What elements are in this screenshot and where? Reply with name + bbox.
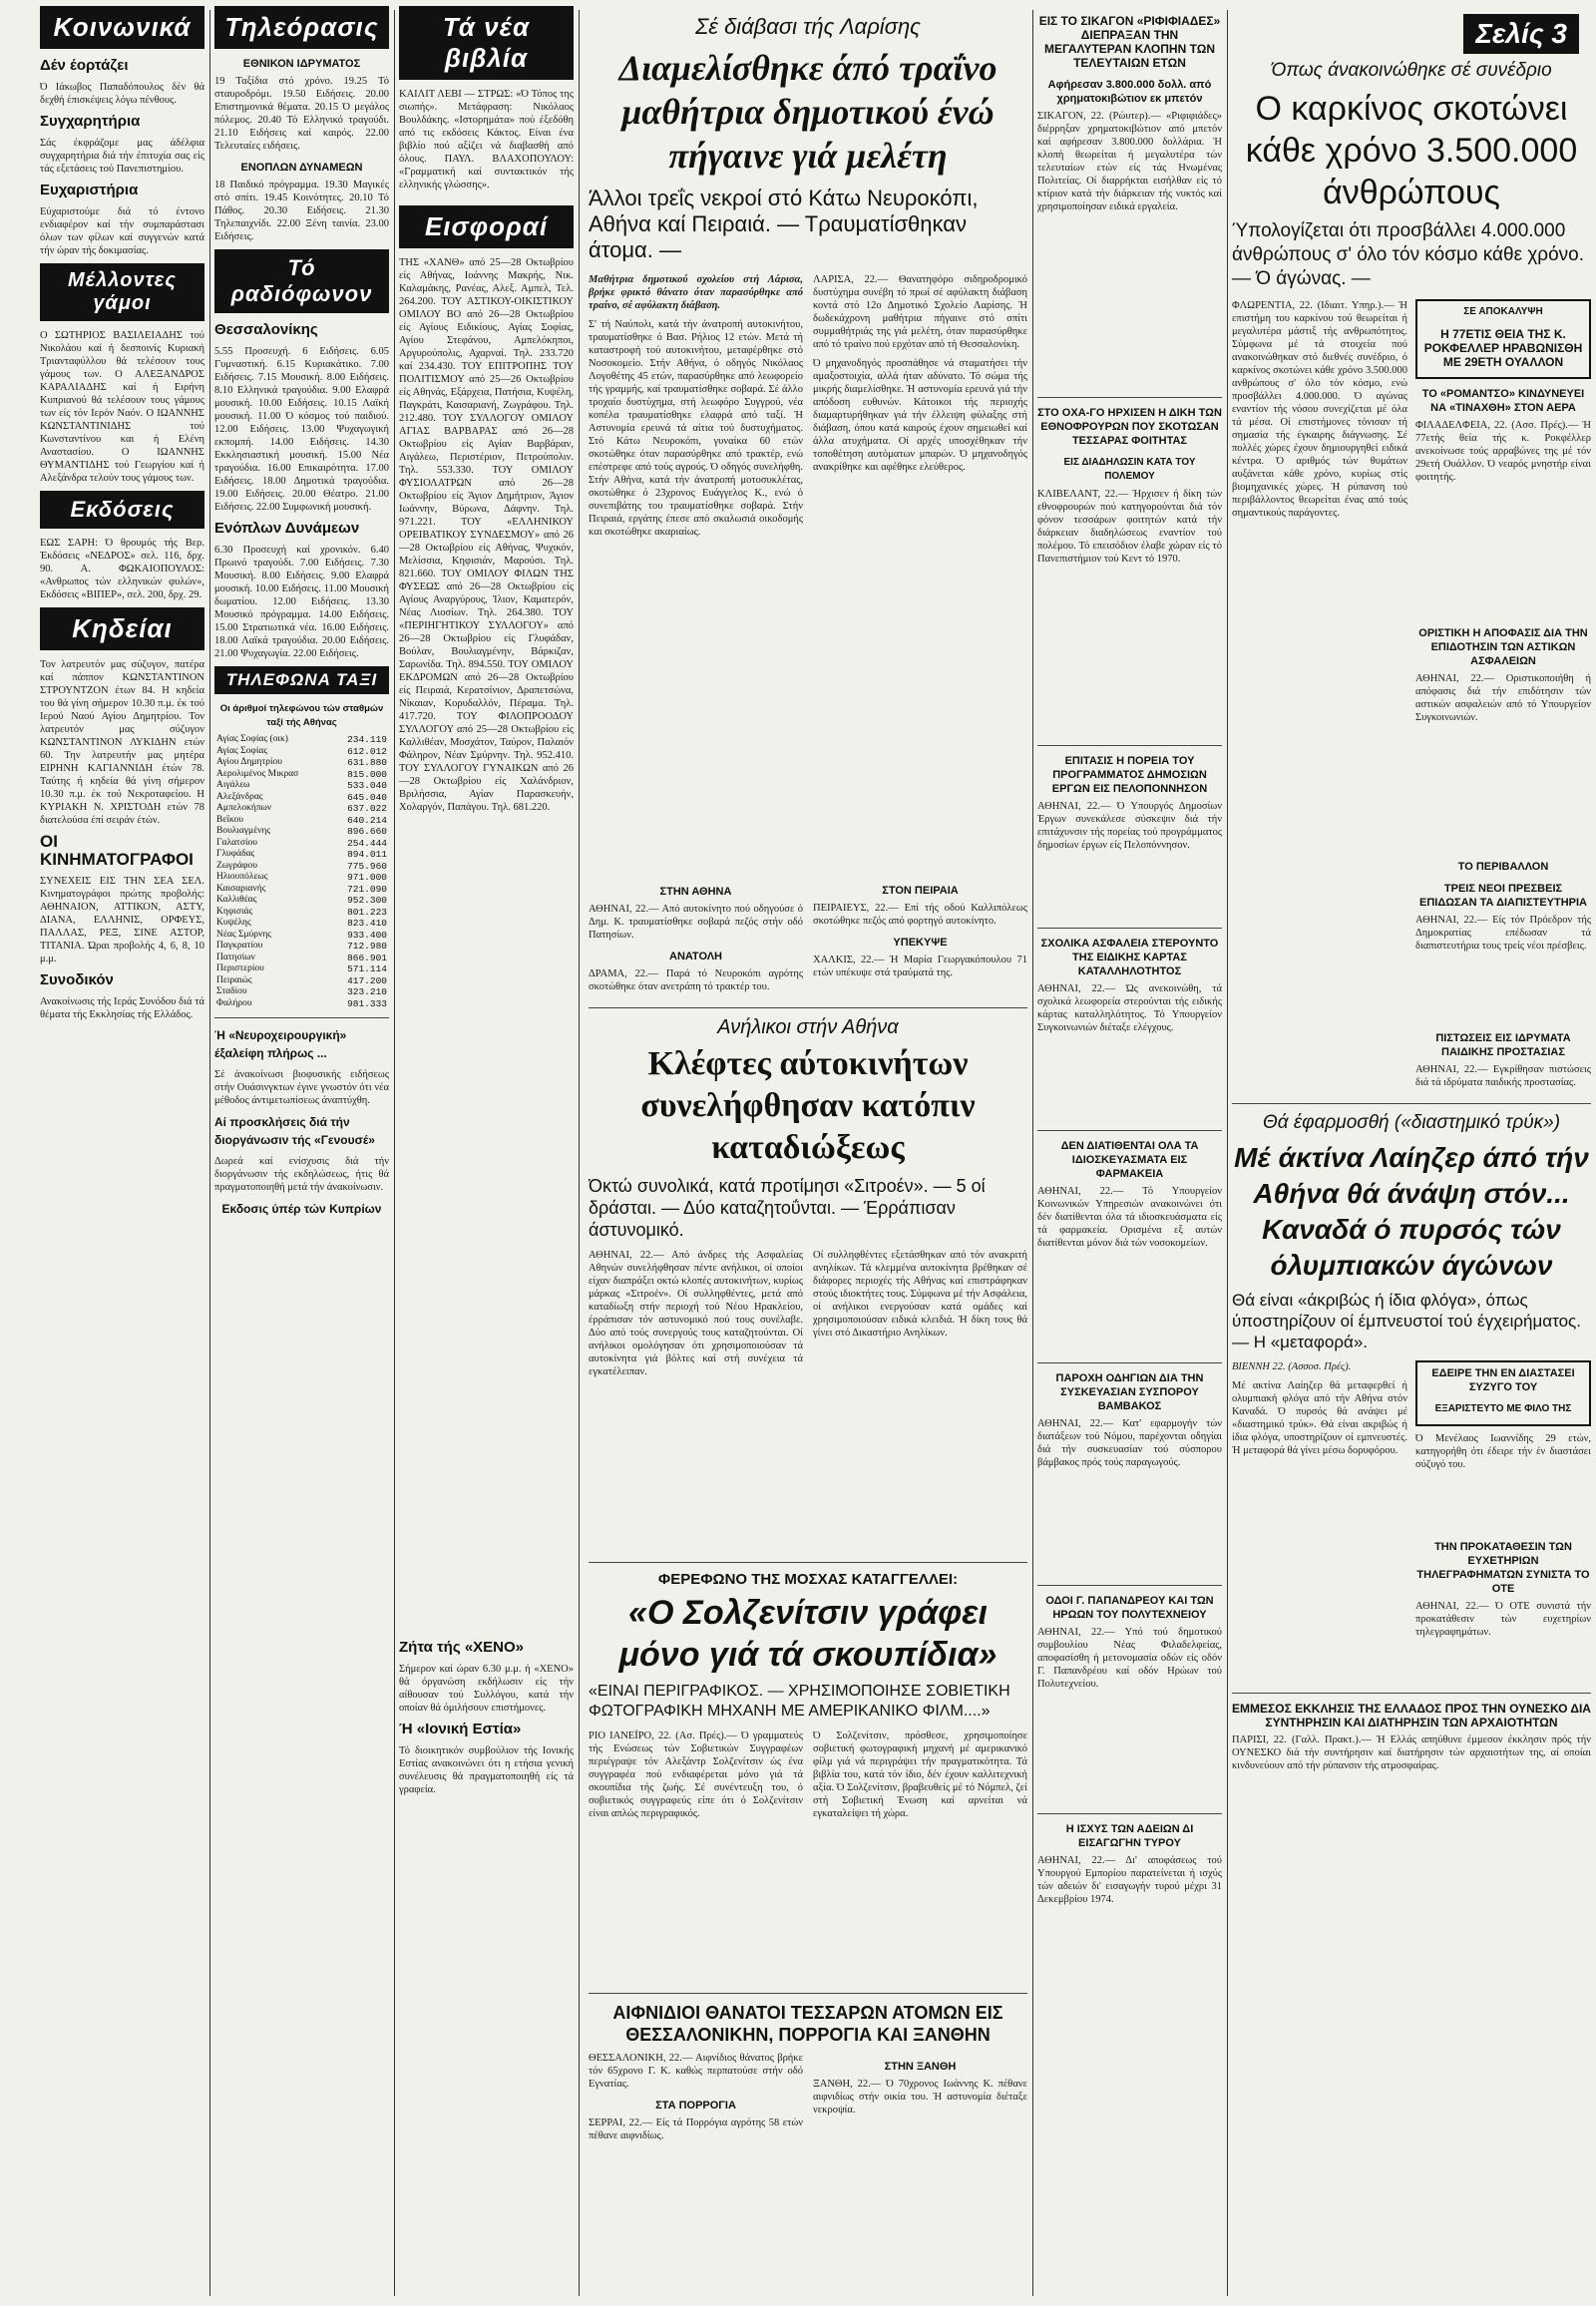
body-text: ΑΘΗΝΑΙ, 22.— Υπό τού δημοτικού συμβουλίου Νέας Φιλαδελφείας, αποφασίσθη ή μετονομασία οδών είς οδόν Γ. Παπανδρέου καί οδόν Ηρώων τού Πολυτεχνείου. — [1037, 1627, 1222, 1690]
divider — [1037, 1585, 1222, 1586]
section-head-social: Κοινωνικά — [40, 6, 204, 49]
body-text: Ό Σολζενίτσιν, πρόσθεσε, χρησιμοποίησε σοβιετική φωτογραφική μηχανή μέ αμερικανικό φίλμ γιά νά περιγράψει τήν πραγματικότητα. Τά βιβλία του, κατά τόν ίδιο, δέν έχουν καλλιτεχνική αξία. Ό Σολζενίτσιν, βραβευθείς μέ τό Νόμπελ, ζεί στή Σοβιετική Ένωση καί αρνείται νά εγκαταλείψει τή χώρα. — [813, 1730, 1027, 1819]
phone-number: 645.040 — [347, 791, 387, 803]
body-text: ΑΘΗΝΑΙ, 22.— Είς τόν Πρόεδρον τής Δημοκρατίας επέδωσαν τά διαπιστευτήρια τους τρείς νέοι πρέσβεις. — [1415, 915, 1591, 952]
body-text: 19 Ταξίδια στό χρόνο. 19.25 Τό σταυροδρόμι. 19.50 Ειδήσεις. 20.00 Επιστημονικά θέματα. 20.15 Ό μεγάλος πόλεμος. 20.40 Τό Ελληνικό τραγούδι. 21.10 Ειδήσεις καί καιρός. 22.00 Τελευταίες ειδήσεις. — [214, 76, 389, 152]
divider — [1037, 1813, 1222, 1814]
phone-area: Καλλιθέας — [216, 895, 257, 905]
body-text: Ό Ιάκωβος Παπαδόπουλος δέν θά δεχθή έπισκέψεις λόγω πένθους. — [40, 82, 204, 106]
body-text: Τον λατρευτόν μας σύζυγον, πατέρα καί πάππον ΚΩΝΣΤΑΝΤΙΝΟΝ ΣΤΡΟΥΝΤΖΟΝ έτων 84. Η κηδεία του θά γίνη σήμερον 10.30 π.μ. έκ τού Ιερού Ναού Αγίου Δημητρίου. Τον λατρευτόν μας σύζυγον ΚΩΝΣΤΑΝΤΙΝΟΝ ΛΥΚΙΔΗΝ ετών 60. Την λατρευτήν μας μητέρα ΕΙΡΗΝΗ ΚΑΓΙΑΝΝΙΔΗ έτών 78. Ταύτης ή κηδεία θά γίνη σήμερον 10.30 π.μ. έκ τού Νεκροταφείου. Η ΚΥΡΙΑΚΗ Ν. ΧΡΙΣΤΟΔΗ ετών 78 διατελούσα έπί σειράν έτών. — [40, 659, 204, 826]
phone-row — [214, 872, 389, 884]
dateline-vienna: ΒΙΕΝΝΗ 22. (Ασσοσ. Πρές). — [1232, 1361, 1352, 1372]
phone-area: Περιστερίου — [216, 963, 264, 973]
dateline-larisa: ΛΑΡΙΣΑ, 22.— — [813, 274, 889, 285]
phone-number: 896.660 — [347, 826, 387, 837]
phone-number: 971.000 — [347, 872, 387, 883]
box6-sub: ΕΞΑΡΙΣΤΕΥΤΟ ΜΕ ΦΙΛΟ ΤΗΣ — [1434, 1403, 1572, 1414]
column-rule — [1032, 10, 1033, 2296]
phone-area: Νέας Σμύρνης — [216, 929, 272, 940]
phone-row — [214, 769, 389, 781]
phone-number: 823.410 — [347, 918, 387, 929]
body-text: ΞΑΝΘΗ, 22.— Ό 70χρονος Ιωάννης Κ. πέθανε αιφνιδίως στήν οικία του. Ή αστυνομία διέταξε νεκροψία. — [813, 2079, 1027, 2115]
phone-area: Κηφισιάς — [216, 906, 253, 917]
body-text: Σ' τή Ναύπολι, κατά τήν άνατροπή αυτοκινήτου, τραυματίσθηκε ό Βασ. Ρήλιος 12 ετών. Μετά τή καταστροφή τού αυτοκινήτου, μεταφέρθηκε στό Νοσοκομείο. Στήν Αθήνα, ό οδηγός Νικόλαος Λογοθέτης 45 ετών, παρασύρθηκε από λεωφορείο τής γραμμής, καί τραυματίσθηκε σοβαρά. Σέ άλλο τροχαίο δυστύχημα, στή λεωφόρο Συγγρού, νέα κοπέλα τραυματίσθηκε ελαφρά από ταξί. Ή Αστυνομία ερευνά τά αίτια τού δυστυχήματος. Στό Κάτω Νευροκόπι, γυναίκα 60 ετών σκοτώθηκε όταν παρασύρθηκε από τρακτέρ, ενώ επέστρεφε από τούς αγρούς. Ό οδηγός συνελήφθη. Στήν Αθήνα, κατά τήν άνατροπή μοτοσυκλέτας, σκοτώθηκε ό 23χρονος Ευάγγελος Κ., ενώ ό συνεπιβάτης του τραυματίσθηκε σοβαρά. Στήν Πειραιά, εργάτης έπεσε από σκαλωσιά οικοδομής και σκοτώθηκε ακαριαίως. — [589, 319, 803, 538]
box4-head: ΤΡΕΙΣ ΝΕΟΙ ΠΡΕΣΒΕΙΣ ΕΠΙΔΩΣΑΝ ΤΑ ΔΙΑΠΙΣΤΕΥΤΗΡΙΑ — [1418, 883, 1587, 909]
phone-row — [214, 998, 389, 1010]
phone-number: 234.119 — [347, 734, 387, 745]
phone-row — [214, 803, 389, 815]
body-text: Ό μηχανοδηγός προσπάθησε νά σταματήσει τήν αμαξοστοιχία, αλλά ήταν αδύνατο. Τό σώμα τής μικρής διαμελίσθηκε. Ή αστυνομία ερευνά γιά τήν απόδοση ευθυνών. Κάτοικοι τής περιοχής διαμαρτυρήθηκαν γιά τήν έλλειψη φύλαξης στή διάβαση, όπου κατά καιρούς έχουν σημειωθεί καί άλλα ατυχήματα. Οί αρχές υποσχέθηκαν τήν τοποθέτηση αυτόματων μπαρών. Ό μηχανοδηγός ανακρίθηκε και αφέθηκε ελεύθερος. — [813, 358, 1027, 473]
phone-area: Γαλατσίου — [216, 837, 258, 848]
divider — [589, 1007, 1027, 1008]
section-head-new-books: Τά νέα βιβλία — [399, 6, 574, 80]
body-text: ΛΑΡΙΣΑ, 22.— Θανατηφόρο σιδηροδρομικό δυστύχημα συνέβη τό πρωί σέ αφύλακτη διάβαση κοντά στό 12ο Δημοτικό Σχολείο Λαρίσης. Ή δωδεκάχρονη μαθήτρια πήγαινε στό σπίτι συμμαθήτριάς της γιά μελέτη, όταν παρασύρθηκε από τό τραίνο πού ερχόταν από τή Θεσσαλονίκη. — [813, 274, 1027, 350]
subhead-car-thieves: Όκτώ συνολικά, κατά προτίμησι «Σιτροέν». — 5 οί δράσται. — Δύο καταζητοΰνται. — Έρράπισαν άστυνομικό. — [589, 1176, 986, 1240]
phone-number: 712.980 — [347, 941, 387, 952]
subhead-enoplon: ΕΝΟΠΛΩΝ ΔΥΝΑΜΕΩΝ — [240, 162, 363, 174]
phone-row — [214, 975, 389, 987]
section-ypekypse: ΥΠΕΚΥΨΕ — [893, 937, 948, 949]
article-sudden-deaths — [589, 2052, 1027, 2148]
subhead-prosklisi: Αί προσκλήσεις διά τήν διοργάνωσιν τής «Γενουσέ» — [214, 1115, 375, 1147]
phone-number: 801.223 — [347, 906, 387, 918]
phone-number: 721.090 — [347, 883, 387, 895]
body-text: Ό Μενέλαος Ιωαννίδης 29 ετών, κατηγορήθη ότι έδειρε τήν έν διαστάσει σύζυγό του. — [1415, 1433, 1591, 1470]
body-text: ΑΘΗΝΑΙ, 22.— Ώς ανεκοινώθη, τά σχολικά λεωφορεία στερούνται τής ειδικής κάρτας καταλληλότητος. Τό Υπουργείον Συγκοινωνιών διέταξε ελέγχους. — [1037, 983, 1222, 1033]
body-text: ΑΘΗΝΑΙ, 22.— Από άνδρες τής Ασφαλείας Αθηνών συνελήφθησαν πέντε ανήλικοι, οί οποίοι είχαν διαπράξει οκτώ κλοπές αυτοκινήτων, κυρίως μάρκας «Σιτροέν». Οί συλληφθέντες, μετά από καταδίωξη στήν περιοχή τού Νέου Ηρακλείου, έρράπισαν τόν αστυνομικό πού τους συνέλαβε. Δύο από τούς συνεργούς τους καταζητούνται. Οί ανήλικοι ομολόγησαν ότι χρησιμοποιούσαν τά αυτοκίνητα γιά βόλτες καί στή συνέχεια τά εγκατέλειπαν. — [589, 1250, 803, 1377]
phone-number: 323.210 — [347, 986, 387, 997]
column-social — [40, 0, 204, 2306]
box2-head: ΤΟ «ΡΟΜΑΝΤΣΟ» ΚΙΝΔΥΝΕΥΕΙ ΝΑ «ΤΙΝΑΧΘΗ» ΣΤΟΝ ΑΕΡΑ — [1421, 388, 1585, 414]
body-text: ΚΛΙΒΕΛΑΝΤ, 22.— Ήρχισεν ή δίκη τών εθνοφρουρών πού κατηγορούνται διά τόν φόνον τεσσάρων φοιτητών κατά τήν διάρκειαν διαδηλώσεως εναντίον τού πολέμου. Τό επεισόδιον έλαβε χώραν είς τό Πανεπιστήμιον τού Κεντ τό 1970. — [1037, 489, 1222, 565]
phone-area: Πειραιώς — [216, 974, 252, 985]
box5-head: ΠΙΣΤΩΣΕΙΣ ΕΙΣ ΙΔΡΥΜΑΤΑ ΠΑΙΔΙΚΗΣ ΠΡΟΣΤΑΣΙΑΣ — [1435, 1032, 1571, 1058]
section-head-publications: Εκδόσεις — [40, 491, 204, 529]
phone-number: 631.880 — [347, 757, 387, 768]
phone-area: Σταδίου — [216, 986, 247, 996]
article-cancer — [1232, 299, 1591, 1095]
subhead-cancer: Ύπολογίζεται ότι προσβάλλει 4.000.000 άνθρώπους σ' όλο τόν κόσμο κάθε χρόνο. — Ό άγώνας. — — [1232, 220, 1585, 289]
box-spouse — [1415, 1360, 1591, 1426]
phone-number: 637.022 — [347, 803, 387, 814]
body-text: Εύχαριστούμε διά τό έντονο ενδιαφέρον καί τήν συμπαράστασι όλων των φίλων καί συγγενών κατά τήν ώραν τής δοκιμασίας. — [40, 206, 204, 256]
phone-area: Πατησίων — [216, 952, 255, 962]
phone-number: 981.333 — [347, 997, 387, 1009]
box3-head: ΟΡΙΣΤΙΚΗ Η ΑΠΟΦΑΣΙΣ ΔΙΑ ΤΗΝ ΕΠΙΔΟΤΗΣΙΝ ΤΩΝ ΑΣΤΙΚΩΝ ΑΣΦΑΛΕΙΩΝ — [1418, 627, 1588, 667]
article-solzhenitsyn — [589, 1730, 1027, 1985]
phone-row — [214, 884, 389, 896]
section-head-contributions: Εισφοραί — [399, 205, 574, 248]
body-text: Σάς έκφράζομε μας άδέλφια συγχαρητήρια διά τήν έπιτυχία σας είς τάς εξετάσεις τού Πανεπιστημίου. — [40, 138, 204, 175]
kicker-larisa: Σέ διάβασι τής Λαρίσης — [695, 14, 921, 39]
phone-row — [214, 895, 389, 907]
article-train — [589, 273, 1027, 999]
phone-area: Ηλιουπόλεως — [216, 872, 268, 882]
phone-area: Αγίου Δημητρίου — [216, 757, 282, 767]
head-unesco: ΕΜΜΕΣΟΣ ΕΚΚΛΗΣΙΣ ΤΗΣ ΕΛΛΑΔΟΣ ΠΡΟΣ ΤΗΝ ΟΥΝΕΣΚΟ ΔΙΑ ΣΥΝΤΗΡΗΣΙΝ ΚΑΙ ΔΙΑΤΗΡΗΣΙΝ ΤΩΝ ΑΡΧΑΙΟΤΗΤΩΝ — [1232, 1702, 1591, 1730]
phone-number: 533.040 — [347, 780, 387, 791]
phones-subhead: Οι άριθμοί τηλεφώνου τών σταθμών ταξί τής Αθήνας — [219, 703, 384, 728]
divider — [214, 1017, 389, 1018]
section-head-taxi-phones: ΤΗΛΕΦΩΝΑ ΤΑΞΙ — [214, 666, 389, 694]
article-olympics — [1232, 1360, 1591, 1685]
section-athina: ΣΤΗΝ ΑΘΗΝΑ — [659, 886, 732, 898]
divider — [589, 1562, 1027, 1563]
divider — [1037, 1362, 1222, 1363]
body-text: ΚΑΙΛΙΤ ΛΕΒΙ — ΣΤΡΩΣ: «Ό Τόπος της σιωπής». Μετάφραση: Νικόλαος Βουλδάκης. «Ιστορημάτα» πού έξεδόθη από τις εκδόσεις Κάκτος. Είναι ένα βιβλίο πού αξίζει νά διαβασθή από όλους. ΠΑΥΛ. ΒΛΑΧΟΠΟΥΛΟΥ: «Γραμματική καί συντακτικόν τής ελληνικής γλώσσης». — [399, 89, 574, 191]
body-text: 5.55 Προσευχή. 6 Ειδήσεις. 6.05 Γυμναστική. 6.15 Κυριακάτικο. 7.00 Ειδήσεις. 7.15 Μουσική. 8.00 Ειδήσεις. 8.10 Ελληνικά τραγούδια. 9.00 Ελαφρά μουσική. 10.00 Ειδήσεις. 10.15 Λαϊκή μουσική. 11.00 Ό κόσμος τού παιδιού. 12.00 Ειδήσεις. 13.00 Ψυχαγωγική εκπομπή. 14.00 Ειδήσεις. 14.30 Εκκλησιαστική μουσική. 15.00 Νέα τραγούδια. 16.00 Επικαιρότητα. 17.00 Ειδήσεις. 18.00 Δημοτικά τραγούδια. 19.00 Ειδήσεις. 20.00 Θέατρο. 21.00 Ειδήσεις. 22.00 Συμφωνική μουσική. — [214, 346, 389, 513]
phone-area: Αερολιμένος Μικρασ — [216, 768, 299, 779]
headline-car-thieves: Κλέφτες αύτοκινήτων συνελήφθησαν κατόπιν καταδιώξεως — [640, 1045, 976, 1166]
phone-number: 612.012 — [347, 745, 387, 757]
subhead-eikon: ΕΘΝΙΚΟΝ ΙΔΡΥΜΑΤΟΣ — [242, 58, 361, 70]
body-text: Ο ΣΩΤΗΡΙΟΣ ΒΑΣΙΛΕΙΑΔΗΣ τού Νικολάου καί ή δεσποινίς Κυριακή Τριανταφύλλου θά τελέσουν τους γάμους των. Ο ΑΛΕΞΑΝΔΡΟΣ ΚΑΡΑΛΙΑΔΗΣ καί ή Ειρήνη Κυπριανού θά τελέσουν τους γάμους των είς τόν Ιερόν Ναόν. Ο ΙΩΑΝΝΗΣ ΚΩΝΣΤΑΝΤΙΝΙΔΗΣ τού Κωνσταντίνου και ή Ελένη Αναστασίου. Ο ΙΩΑΝΝΗΣ ΘΥΜΑΝΤΙΔΗΣ τού Γεωργίου καί ή Αλεξάνδρα τελούν τους γάμους των. — [40, 330, 204, 484]
phone-number: 894.011 — [347, 849, 387, 860]
section-head-weddings: Μέλλοντες γάμοι — [40, 263, 204, 321]
subhead-ohio: ΕΙΣ ΔΙΑΔΗΛΩΣΙΝ ΚΑΤΑ ΤΟΥ ΠΟΛΕΜΟΥ — [1063, 457, 1196, 482]
phone-area: Κυψέλης — [216, 918, 251, 928]
subhead-xeno: Ζήτα τής «ΧΕΝΟ» — [399, 1639, 525, 1656]
body-text: ΑΘΗΝΑΙ, 22.— Κατ' εφαρμογήν τών διατάξεων τού Νόμου, παρέχονται οδηγίαι διά τήν συσκευασίαν τού σύσπορου βάμβακος πρός τούς παραγωγούς. — [1037, 1418, 1222, 1468]
phone-area: Αγίας Σοφίας — [216, 745, 268, 756]
phone-number: 933.400 — [347, 929, 387, 941]
phone-number: 640.214 — [347, 814, 387, 826]
phone-area: Αμπελοκήπων — [216, 803, 272, 813]
body-text: ΑΘΗΝΑΙ, 22.— Οριστικοποιήθη ή απόφασις διά τήν επιδότησιν τών αστικών ασφαλειών από τό Υπουργείον Συγκοινωνιών. — [1415, 673, 1591, 723]
phone-area: Καισαριανής — [216, 883, 266, 894]
body-text: Σήμερον καί ώραν 6.30 μ.μ. ή «ΧΕΝΟ» θά όργανώση εκδήλωσιν είς τήν αίθουσαν τού Συλλόγου, κατά τήν οποίαν θά όμιλήσουν επιστήμονες. — [399, 1664, 574, 1714]
head-cotton: ΠΑΡΟΧΗ ΟΔΗΓΙΩΝ ΔΙΑ ΤΗΝ ΣΥΣΚΕΥΑΣΙΑΝ ΣΥΣΠΟΡΟΥ ΒΑΜΒΑΚΟΣ — [1055, 1372, 1204, 1412]
column-rule — [394, 10, 395, 2296]
box-rockefeller — [1415, 299, 1591, 379]
body-text: ΦΛΩΡΕΝΤΙΑ, 22. (Ιδιαιτ. Υπηρ.).— Ή επιστήμη του καρκίνου τού θεωρείται ή μεγαλυτέρα μάστιξ τής ανθρωπότητος. Σύμφωνα μέ τά στοιχεία πού ανακοινώθηκαν στό διεθνές συνέδριο, ό καρκίνος σκοτώνει κάθε χρόνο 3.500.000 ανθρώπους σ' όλο τόν κόσμο, ενώ προσβάλλει 4.000.000. Ό αγώνας εναντίον τής νόσου συνεχίζεται μέ όλα τά μέσα. Οί επιστήμονες τόνισαν τή σημασία τής έγκαιρης διάγνωσης. Σέ πολλές χώρες έχουν δημιουργηθεί ειδικά κέντρα. Ό αριθμός τών θυμάτων αυξάνεται κάθε χρόνο, κυρίως στίς βιομηχανικές χώρες. Ή ρύπανση τού περιβάλλοντος θεωρείται ένας από τούς σημαντικούς παράγοντες. — [1232, 300, 1407, 519]
phone-row — [214, 861, 389, 873]
head-peloponnisos: ΕΠΙΤΑΣΙΣ Η ΠΟΡΕΙΑ ΤΟΥ ΠΡΟΓΡΑΜΜΑΤΟΣ ΔΗΜΟΣΙΩΝ ΕΡΓΩΝ ΕΙΣ ΠΕΛΟΠΟΝΝΗΣΟΝ — [1051, 755, 1208, 795]
divider — [1232, 1693, 1591, 1694]
kicker-moscow: ΦΕΡΕΦΩΝΟ ΤΗΣ ΜΟΣΧΑΣ ΚΑΤΑΓΓΕΛΛΕΙ: — [657, 1571, 959, 1588]
phone-number: 571.114 — [347, 963, 387, 974]
body-text: Ανακοίνωσις τής Ιεράς Συνόδου διά τά θέματα τής Εκκλησίας τής Ελλάδος. — [40, 996, 204, 1020]
headline-solzhenitsyn: «Ο Σολζενίτσιν γράφει μόνο γιά τά σκουπίδια» — [618, 1594, 998, 1674]
phone-number: 815.000 — [347, 768, 387, 780]
body-text: ΡΙΟ ΙΑΝΕΪΡΟ, 22. (Ασ. Πρές).— Ό γραμματεύς τής Ενώσεως τών Σοβιετικών Συγγραφέων περιέγραψε τόν Αλεξάντρ Σολζενίτσιν ώς ένα συγγραφέα πού ενδιαφέρεται μόνο γιά τά σκουπίδια τής ζωής. Σέ συνέντευξη του, ό σοβιετικός συγγραφεύς είπε ότι ό Σολζενίτσιν είναι απλώς περιγραφικός. — [589, 1730, 803, 1819]
subhead-neurochir: Ή «Νευροχειρουργική» έξαλείφη πλήρως ... — [214, 1028, 347, 1060]
phone-area: Αγίας Σοφίας (οικ) — [216, 734, 288, 744]
section-xanthi: ΣΤΗΝ ΞΑΝΘΗ — [884, 2061, 957, 2073]
body-text: ΣΙΚΑΓΟΝ, 22. (Ρώυτερ).— «Ριφιφιάδες» διέρρηξαν χρηματοκιβώτιον από μπετόν καί αφήρεσαν 3.800.000 δολλάρια. Ή κλοπή θεωρείται ή μεγαλυτέρα τών τελευταίων ετών είς τάς Ηνωμένας Πολιτείας. Οί διαρρήκται εισήλθαν είς τό κτίριον κατά τήν διάρκειαν τής νυκτός καί χρησιμοποίησαν ειδικά εργαλεία. — [1037, 111, 1222, 212]
box7-head: ΤΗΝ ΠΡΟΚΑΤΑΘΕΣΙΝ ΤΩΝ ΕΥΧΕΤΗΡΙΩΝ ΤΗΛΕΓΡΑΦΗΜΑΤΩΝ ΣΥΝΙΣΤΑ ΤΟ ΟΤΕ — [1416, 1541, 1590, 1595]
headline-olympics: Μέ άκτίνα Λαίηζερ άπό τήν Αθήνα θά άνάψη στόν... Καναδά ό πυρσός τών όλυμπιακών άγώνων — [1234, 1142, 1589, 1281]
phone-area: Ζωγράφου — [216, 860, 257, 871]
article-car-thieves — [589, 1249, 1027, 1554]
headline-train: Διαμελίσθηκε άπό τραΐνο μαθήτρια δημοτικού ένώ πήγαινε γιά μελέτη — [618, 48, 998, 176]
phone-area: Βουλιαγμένης — [216, 826, 271, 836]
subhead-train: Άλλοι τρεΐς νεκροί στό Κάτω Νευροκόπι, Αθήνα καί Πειραιά. — Τραυματίσθηκαν άτομα. — — [589, 186, 979, 262]
phone-row — [214, 941, 389, 953]
phone-area: Αιγάλεω — [216, 780, 250, 790]
body-text: Τό διοικητικόν συμβούλιον τής Ιονικής Εστίας ανακοινώνει ότι η ετήσια γενική συνέλευσις θά πραγματοποιηθή είς τά γραφεία. — [399, 1745, 574, 1795]
body-text: ΠΑΡΙΣΙ, 22. (Γαλλ. Πρακτ.).— Ή Ελλάς απηύθυνε έμμεσον έκκλησιν πρός τήν ΟΥΝΕΣΚΟ διά τήν συντήρησιν καί διατήρησιν τών αρχαιοτήτων της, αί οποίαι κινδυνεύουν από τήν ρύπανσιν τής ατμοσφαίρας. — [1232, 1734, 1591, 1771]
divider — [1037, 745, 1222, 746]
subhead-synchariteria: Συγχαρητήρια — [40, 113, 141, 130]
phone-row — [214, 849, 389, 861]
body-text: ΣΥΝΕΧΕΙΣ ΕΙΣ ΤΗΝ ΣΕΑ ΣΕΛ. Κινηματογράφοι πρώτης προβολής: ΑΘΗΝΑΙΟΝ, ΑΤΤΙΚΟΝ, ΑΣΤΥ, ΔΙΑΝΑ, ΕΛΛΗΝΙΣ, ΟΡΦΕΥΣ, ΠΑΛΛΑΣ, ΡΕΞ, ΣΙΝΕ ΑΣΤΟΡ, ΤΙΤΑΝΙΑ. Ώραι προβολής 4, 6, 8, 10 μ.μ. — [40, 876, 204, 964]
phone-area: Γλυφάδας — [216, 849, 255, 859]
phone-row — [214, 953, 389, 964]
section-head-tv: Τηλεόρασις — [214, 6, 389, 49]
phone-area: Βεΐκου — [216, 814, 243, 825]
subhead-synodikon: Συνοδικόν — [40, 971, 114, 988]
divider — [589, 1993, 1027, 1994]
divider — [1037, 928, 1222, 929]
phone-number: 866.901 — [347, 952, 387, 963]
body-text: 18 Παιδικό πρόγραμμα. 19.30 Μαγικές στό σπίτι. 19.45 Κοινότητες. 20.10 Τό Πάθος. 20.30 Ειδήσεις. 21.30 Τηλεπαιχνίδι. 22.00 Ξένη ταινία. 23.00 Ειδήσεις. — [214, 180, 389, 242]
subhead-olympics: Θά είναι «άκριβώς ή ίδια φλόγα», όπως ύποστηρίζουν οί έμπνευστοί τού έγχειρήματος. — Η «μεταφορά». — [1232, 1291, 1581, 1351]
body-text: ΦΙΛΑΔΕΛΦΕΙΑ, 22. (Ασσ. Πρές).— Ή 77ετής θεία τής κ. Ροκφέλλερ ανεκοίνωσε τούς αρραβώνες της μέ τόν 29ετή Ουάλλον. Ό νεαρός μνηστήρ είναι φοιτητής. — [1415, 420, 1591, 483]
section-peiraias: ΣΤΟΝ ΠΕΙΡΑΙΑ — [882, 885, 959, 897]
phone-row — [214, 734, 389, 746]
page-number-badge: Σελίς 3 — [1463, 14, 1579, 54]
phone-row — [214, 815, 389, 827]
body-text: ΑΘΗΝΑΙ, 22.— Ό Υπουργός Δημοσίων Έργων συνεκάλεσε σύσκεψιν διά τήν επιτάχυνσιν τής πορείας τού προγράμματος δημοσίων έργων είς Πελοπόννησον. — [1037, 801, 1222, 851]
column-tv-radio — [214, 0, 389, 2306]
body-text: ΔΡΑΜΑ, 22.— Παρά τό Νευροκόπι αγρότης σκοτώθηκε όταν ανετράπη τό τρακτέρ του. — [589, 968, 803, 992]
body-text: ΑΘΗΝΑΙ, 22.— Από αυτοκίνητο πού οδηγούσε ό Δημ. Κ. τραυματίσθηκε σοβαρά πεζός στήν οδό Πατησίων. — [589, 904, 803, 941]
phone-number: 417.200 — [347, 974, 387, 986]
column-accidents — [589, 0, 1027, 2306]
column-cancer-olympics — [1232, 0, 1591, 2306]
phone-row — [214, 907, 389, 919]
section-porrogia: ΣΤΑ ΠΟΡΡΟΓΙΑ — [655, 2100, 736, 2112]
subhead-kalesis: Εκδοσις ύπέρ τών Κυπρίων — [221, 1202, 382, 1216]
kicker-athina: Ανήλικοι στήν Αθήνα — [717, 1016, 899, 1038]
section-environment: ΤΟ ΠΕΡΙΒΑΛΛΟΝ — [1457, 861, 1549, 873]
body-text: ΧΑΛΚΙΣ, 22.— Ή Μαρία Γεωργακόπουλου 71 ετών υπέκυψε στά τραύματά της. — [813, 955, 1027, 978]
body-text: Οί συλληφθέντες εξετάσθηκαν από τόν ανακριτή ανηλίκων. Τά κλεμμένα αυτοκίνητα βρέθηκαν σέ διάφορες περιοχές τής Αθήνας καί επιστράφηκαν στούς ιδιοκτήτες τους. Σύμφωνα μέ τήν Ασφάλεια, οί ανήλικοι ενεργούσαν κατά ομάδες καί χρησιμοποιούσαν ειδικά κλειδιά. Ή δίκη τους θά γίνει στό Δικαστήριο Ανηλίκων. — [813, 1250, 1027, 1339]
body-text: ΑΘΗΝΑΙ, 22.— Εγκρίθησαν πιστώσεις διά τά ιδρύματα παιδικής προστασίας. — [1415, 1064, 1591, 1088]
body-text: Μέ ακτίνα Λαίηζερ θά μεταφερθεί ή ολυμπιακή φλόγα από τήν Αθήνα στόν Καναδά. Ό πυρσός θά ανάψει μέ «διαστημικό τρύκ». Θά είναι ακριβώς ή ίδια φλόγα, υποστηρίζουν οί εμπνευστές. Ή μεταφορά θά γίνει μέσω δορυφόρου. — [1232, 1380, 1407, 1456]
headline-cancer: Ο καρκίνος σκοτώνει κάθε χρόνο 3.500.000 άνθρώπους — [1245, 90, 1578, 211]
body-text: ΣΕΡΡΑΙ, 22.— Είς τά Πορρόγια αγρότης 58 ετών πέθανε αιφνιδίως. — [589, 2117, 803, 2141]
head-pharmacies: ΔΕΝ ΔΙΑΤΙΘΕΝΤΑΙ ΟΛΑ ΤΑ ΙΔΙΟΣΚΕΥΑΣΜΑΤΑ ΕΙΣ ΦΑΡΜΑΚΕΙΑ — [1060, 1140, 1199, 1180]
phone-row — [214, 963, 389, 975]
phone-row — [214, 826, 389, 838]
subhead-ioniki: Ή «Ιονική Εστία» — [399, 1721, 522, 1737]
phone-number: 254.444 — [347, 837, 387, 849]
subhead-eortazei: Δέν έορτάζει — [40, 57, 129, 74]
box6-kicker: ΕΔΕΙΡΕ ΤΗΝ ΕΝ ΔΙΑΣΤΑΣΕΙ ΣΥΖΥΓΟ ΤΟΥ — [1431, 1367, 1575, 1393]
subhead-chicago: Αφήρεσαν 3.800.000 δολλ. από χρηματοκιβώτιον εκ μπετόν — [1047, 79, 1212, 105]
head-streets: ΟΔΟΙ Γ. ΠΑΠΑΝΔΡΕΟΥ ΚΑΙ ΤΩΝ ΗΡΩΩΝ ΤΟΥ ΠΟΛΥΤΕΧΝΕΙΟΥ — [1045, 1595, 1214, 1621]
phone-row — [214, 757, 389, 769]
body-text: 6.30 Προσευχή καί χρονικόν. 6.40 Πρωινό τραγούδι. 7.00 Ειδήσεις. 7.30 Μουσική. 8.00 Ειδήσεις. 9.00 Ελαφρά μουσική. 10.00 Ειδήσεις. 11.00 Μουσική δωματίου. 12.00 Ειδήσεις. 13.30 Μουσικό πρόγραμμα. 14.00 Ειδήσεις. 15.00 Στρατιωτικά νέα. 16.00 Ειδήσεις. 18.00 Λαϊκά τραγούδια. 20.00 Ειδήσεις. 21.00 Ψυχαγωγία. 22.00 Ειδήσεις. — [214, 545, 389, 659]
column-rule — [1227, 10, 1228, 2296]
body-text: Δωρεά καί ενίσχυσις διά τήν διοργάνωσιν τής εκδηλώσεως, ήτις θά πραγματοποιηθή μετά τήν άνακοίνωσιν. — [214, 1156, 389, 1193]
head-chicago: ΕΙΣ ΤΟ ΣΙΚΑΓΟΝ «ΡΙΦΙΦΙΑΔΕΣ» ΔΙΕΠΡΑΞΑΝ ΤΗΝ ΜΕΓΑΛΥΤΕΡΑΝ ΚΛΟΠΗΝ ΤΩΝ ΤΕΛΕΥΤΑΙΩΝ ΕΤΩΝ — [1038, 14, 1221, 70]
subhead-eucharistiria: Ευχαριστήρια — [40, 182, 139, 198]
section-head-funerals: Κηδείαι — [40, 607, 204, 650]
head-cheese: Η ΙΣΧΥΣ ΤΩΝ ΑΔΕΙΩΝ ΔΙ ΕΙΣΑΓΩΓΗΝ ΤΥΡΟΥ — [1065, 1823, 1194, 1849]
phone-area: Αλεξάνδρας — [216, 791, 263, 802]
phone-row — [214, 930, 389, 942]
column-news-briefs — [1037, 0, 1222, 2306]
head-ohio: ΣΤΟ ΟΧΑ-ΓΟ ΗΡΧΙΣΕΝ Η ΔΙΚΗ ΤΩΝ ΕΘΝΟΦΡΟΥΡΩΝ ΠΟΥ ΣΚΟΤΩΣΑΝ ΤΕΣΣΑΡΑΣ ΦΟΙΤΗΤΑΣ — [1037, 407, 1222, 447]
divider — [1037, 397, 1222, 398]
body-text: ΑΘΗΝΑΙ, 22.— Δι' αποφάσεως τού Υπουργού Εμπορίου παρατείνεται ή ισχύς τών αδειών δι' εισαγωγήν τυρού μέχρι 31 Δεκεμβρίου 1974. — [1037, 1855, 1222, 1905]
phone-area: Φαλήρου — [216, 997, 252, 1008]
body-text: ΑΘΗΝΑΙ, 22.— Ό ΟΤΕ συνιστά τήν προκατάθεσιν τών ευχετηρίων τηλεγραφημάτων. — [1415, 1601, 1591, 1638]
column-rule — [209, 10, 210, 2296]
section-anatoli: ΑΝΑΤΟΛΗ — [669, 951, 722, 962]
box1-kicker: ΣΕ ΑΠΟΚΑΛΥΨΗ — [1463, 306, 1543, 317]
column-rule — [579, 10, 580, 2296]
body-text: ΘΕΣΣΑΛΟΝΙΚΗ, 22.— Αιφνίδιος θάνατος βρήκε τόν 65χρονο Γ. Κ. καθώς περπατούσε στήν οδό Εγνατίας. — [589, 2053, 803, 2090]
phone-row — [214, 838, 389, 850]
body-text: ΠΕΙΡΑΙΕΥΣ, 22.— Επί τής οδού Καλλιπόλεως σκοτώθηκε πεζός από φορτηγό αυτοκίνητο. — [813, 903, 1027, 927]
body-text: ΕΩΣ ΣΑΡΗ: Ό θρουμός τής Βερ. Έκδόσεις «ΝΕΔΡΟΣ» σελ. 116, δρχ. 90. Α. ΦΩΚΑΙΟΠΟΥΛΟΣ: «Ανθρωπος τών ελληνικών φυλών», Εκδόσεις «ΒΙΠΕΡ», σελ. 200, δρχ. 29. — [40, 538, 204, 600]
taxi-phones-table — [214, 734, 389, 1009]
headline-sudden-deaths: ΑΙΦΝΙΔΙΟΙ ΘΑΝΑΤΟΙ ΤΕΣΣΑΡΩΝ ΑΤΟΜΩΝ ΕΙΣ ΘΕΣΣΑΛΟΝΙΚΗΝ, ΠΟΡΡΟΓΙΑ ΚΑΙ ΞΑΝΘΗΝ — [612, 2003, 1003, 2045]
phone-row — [214, 780, 389, 792]
body-text-contributions: ΤΗΣ «ΧΑΝΘ» από 25—28 Οκτωβρίου είς Αθήνας, Ιοάννης Μακρής, Νικ. Καλαμάκης, Ρανέας, Αλεξ. Αμπελ, Τελ. 264.200. ΤΟΥ ΑΣΤΙΚΟΥ-ΟΙΚΙΣΤΙΚΟΥ ΟΜΙΛΟΥ ΒΟ από 26—28 Οκτωβρίου είς Αγίους Ειδικίους, Αγίας Σοφίας, Αγίου Στεφάνου, Αμπελόκηποι, Αργυρούπολις, Αχαρναί. Τηλ. 233.720 καί 234.430. ΤΟΥ ΕΠΙΤΡΟΠΗΣ ΤΟΥ ΠΟΛΙΤΙΣΜΟΥ από 25—26 Οκτωβρίου είς Αθηνάς, Εξάρχεια, Πατήσια, Κυψέλη, Παγκράτι, Καισαριανή, Ζωγράφου. Τηλ. 212.480. ΤΟΥ ΣΥΛΛΟΓΟΥ ΟΜΙΛΟΥ ΑΓΙΑΣ ΒΑΡΒΑΡΑΣ από 26—28 Οκτωβρίου είς Αγίαν Βαρβάραν, Αιγάλεω, Περιστέριον, Πετρούπολιν. Τηλ. 553.330. ΤΟΥ ΟΜΙΛΟΥ ΦΥΣΙΟΛΑΤΡΩΝ από 26—28 Οκτωβρίου είς Άγιον Δημήτριον, Άγιον Ιωάννην, Βύρωνα, Δάφνην. Τηλ. 971.221. ΤΟΥ «ΕΛΛΗΝΙΚΟΥ ΟΡΕΙΒΑΤΙΚΟΥ ΣΥΝΔΕΣΜΟΥ» από 26—28 Οκτωβρίου είς Αθήνας, Ψυχικόν, Μελίσσια, Κηφισιάν, Μαρούσι. Τηλ. 821.660. ΤΟΥ ΟΜΙΛΟΥ ΦΙΛΩΝ ΤΗΣ ΦΥΣΕΩΣ από 26—28 Οκτωβρίου είς Αγίους Αναργύρους, Ίλιον, Καματερόν, Νέας Λιοσίων. Τηλ. 264.380. ΤΟΥ «ΠΕΡΙΗΓΗΤΙΚΟΥ ΣΥΛΛΟΓΟΥ» από 26—28 Οκτωβρίου είς Γλυφάδαν, Βούλαν, Βουλιαγμένην, Βάρκιζαν, Σαρωνίδα. Τηλ. 894.550. ΤΟΥ ΟΜΙΛΟΥ ΕΚΔΡΟΜΩΝ από 26—28 Οκτωβρίου είς Πειραιά, Κερατσίνιον, Δραπετσώνα, Νίκαιαν, Κορυδαλλόν, Πέραμα. Τηλ. 417.720. ΤΟΥ ΦΙΛΟΠΡΟΟΔΟΥ ΣΥΛΛΟΓΟΥ από 25—28 Οκτωβρίου είς Καλλιθέαν, Μοσχάτον, Ταύρον, Παλαιόν Φάληρον, Νέαν Σμύρνην. Τηλ. 952.410. ΤΟΥ ΣΥΛΛΟΓΟΥ ΓΥΝΑΙΚΩΝ από 26—28 Οκτωβρίου είς Χαλάνδριον, Βριλήσσια, Αγίαν Παρασκευήν, Χολαργόν, Παπάγου. Τηλ. 681.220. — [399, 257, 574, 813]
phone-number: 952.300 — [347, 895, 387, 906]
head-school-insurance: ΣΧΟΛΙΚΑ ΑΣΦΑΛΕΙΑ ΣΤΕΡΟΥΝΤΟ ΤΗΣ ΕΙΔΙΚΗΣ ΚΑΡΤΑΣ ΚΑΤΑΛΛΗΛΟΤΗΤΟΣ — [1040, 938, 1219, 977]
phone-row — [214, 918, 389, 930]
subhead-solzhenitsyn: «ΕΙΝΑΙ ΠΕΡΙΓΡΑΦΙΚΟΣ. — ΧΡΗΣΙΜΟΠΟΙΗΣΕ ΣΟΒΙΕΤΙΚΗ ΦΩΤΟΓΡΑΦΙΚΗ ΜΗΧΑΝΗ ΜΕ ΑΜΕΡΙΚΑΝΙΚΟ ΦΙΛΜ....» — [589, 1683, 1010, 1720]
kicker-cancer: Όπως άνακοινώθηκε σέ συνέδριο — [1271, 60, 1552, 81]
phone-row — [214, 746, 389, 758]
phone-row — [214, 792, 389, 804]
phone-row — [214, 986, 389, 998]
column-books-contributions — [399, 0, 574, 2306]
subhead-thessaloniki: Θεσσαλονίκης — [214, 321, 318, 338]
section-head-radio: Τό ραδιόφωνον — [214, 249, 389, 313]
phone-number: 775.960 — [347, 860, 387, 872]
kicker-olympics: Θά έφαρμοσθή («διαστημικό τρύκ») — [1262, 1112, 1561, 1133]
body-text: ΑΘΗΝΑΙ, 22.— Τό Υπουργείον Κοινωνικών Υπηρεσιών ανακοινώνει ότι δέν διατίθενται όλα τά ιδιοσκευάσματα είς τά φαρμακεία. Ορισμένα εξ αυτών διατίθενται μόνον διά τών νοσοκομείων. — [1037, 1186, 1222, 1249]
divider — [1037, 1130, 1222, 1131]
lead-text: Μαθήτρια δημοτικού σχολείου στή Λάρισα, βρήκε φρικτό θάνατο όταν παρασύρθηκε από τραίνο, σέ αφύλακτη διάβαση. — [589, 274, 803, 311]
subhead-enoplon-dynameon: Ενόπλων Δυνάμεων — [214, 520, 360, 537]
subhead-cinemas: ΟΙ ΚΙΝΗΜΑΤΟΓΡΑΦΟΙ — [40, 832, 194, 869]
divider — [1232, 1103, 1591, 1104]
phone-area: Παγκρατίου — [216, 941, 263, 951]
box1-head: Η 77ΕΤΙΣ ΘΕΙΑ ΤΗΣ Κ. ΡΟΚΦΕΛΛΕΡ ΗΡΑΒΩΝΙΣΘΗ ΜΕ 29ΕΤΗ ΟΥΑΛΛΟΝ — [1423, 327, 1583, 369]
body-text: Σέ άνακοίνωσι βιοφυσικής ειδήσεως στήν Ουάσινγκτων έγινε γνωστόν ότι νέα μέθοδος άντιμετωπίσεως άναπτύχθη. — [214, 1069, 389, 1106]
